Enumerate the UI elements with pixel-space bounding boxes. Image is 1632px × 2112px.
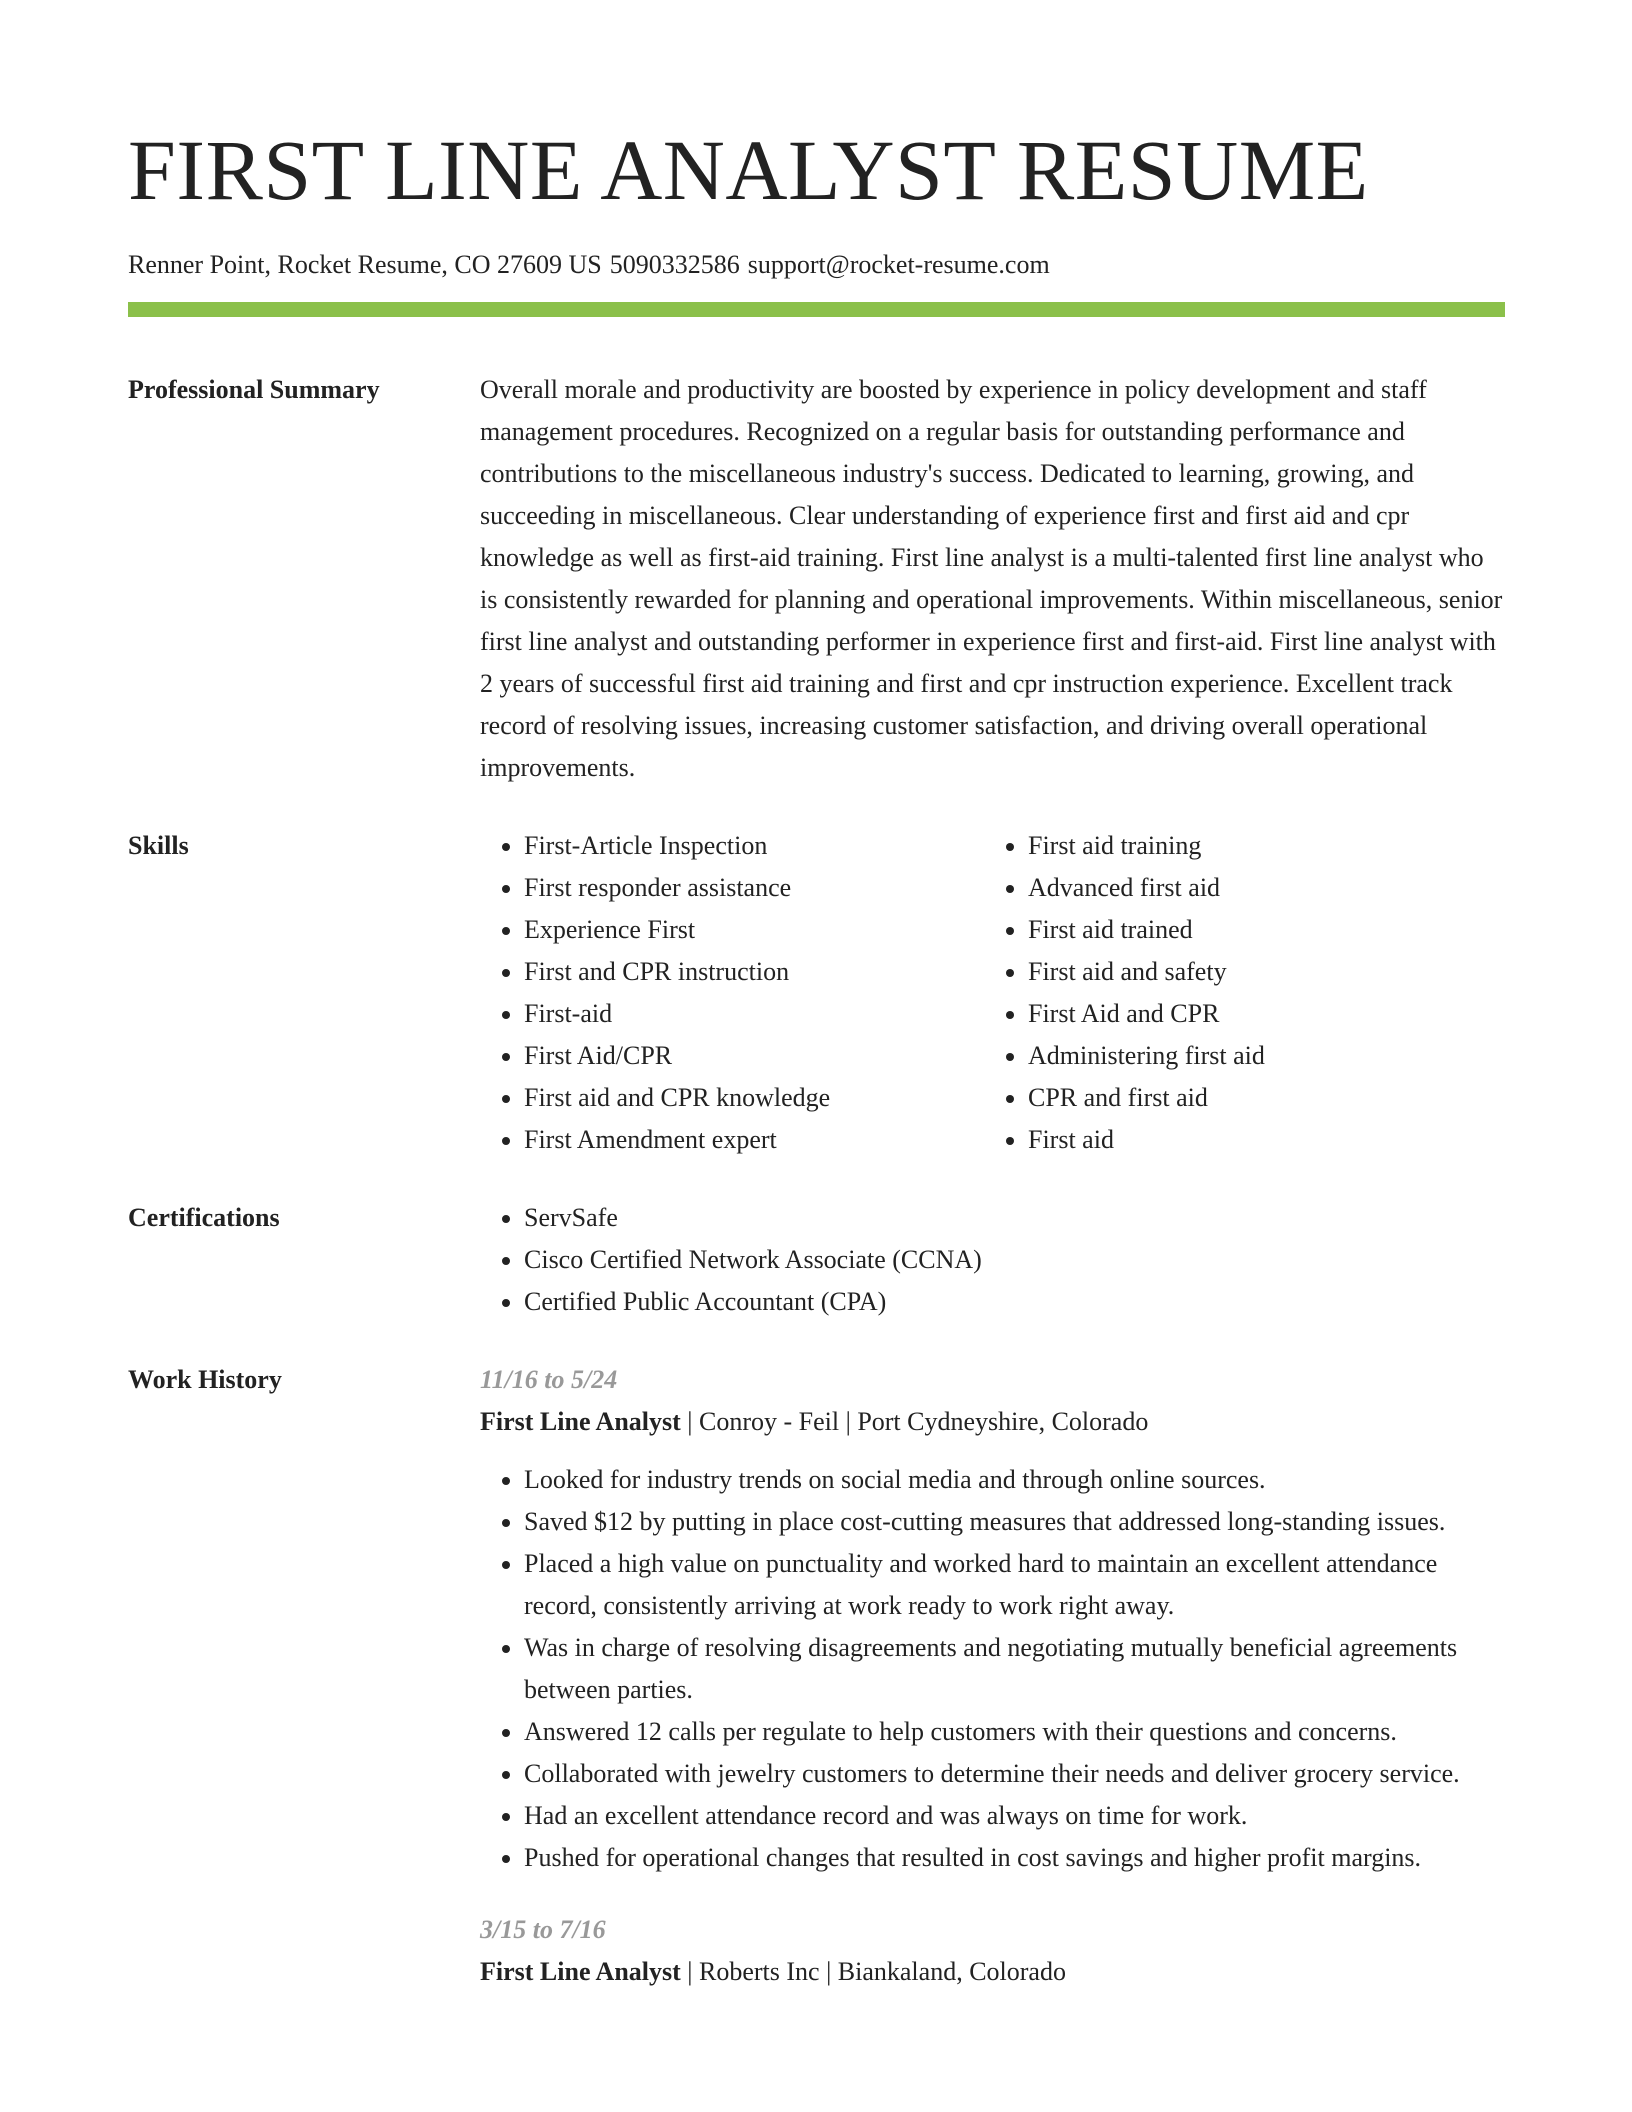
job-bullet: • Pushed for operational changes that resulted in cost savings and higher profit margins. xyxy=(524,1837,1505,1879)
job-entry xyxy=(480,1359,1505,1879)
skills-section xyxy=(128,825,1505,1161)
job-bullet: • Was in charge of resolving disagreements and negotiating mutually beneficial agreements between parties. xyxy=(524,1627,1505,1711)
skill-item: • First-aid xyxy=(524,993,984,1035)
contact-line xyxy=(128,248,1505,282)
skill-item: • First Aid/CPR xyxy=(524,1035,984,1077)
skill-item: • CPR and first aid xyxy=(1028,1077,1488,1119)
job-title: First Line Analyst xyxy=(480,1957,681,1986)
header-divider xyxy=(128,302,1505,317)
certification-item: • ServSafe xyxy=(524,1197,1505,1239)
certifications-body xyxy=(480,1197,1505,1323)
job-details: | Roberts Inc | Biankaland, Colorado xyxy=(680,1957,1066,1986)
skill-item: • First aid training xyxy=(1028,825,1488,867)
job-bullets xyxy=(480,1459,1505,1879)
certification-item: • Certified Public Accountant (CPA) xyxy=(524,1281,1505,1323)
job-bullet: • Looked for industry trends on social media and through online sources. xyxy=(524,1459,1505,1501)
skill-item: • First and CPR instruction xyxy=(524,951,984,993)
job-heading xyxy=(480,1401,1505,1443)
certifications-list xyxy=(480,1197,1505,1323)
skill-item: • First aid xyxy=(1028,1119,1488,1161)
work-history-label: Work History xyxy=(128,1365,282,1394)
skill-item: • First Aid and CPR xyxy=(1028,993,1488,1035)
job-dates: 3/15 to 7/16 xyxy=(480,1915,606,1944)
contact-phone: 5090332586 xyxy=(609,250,740,279)
skills-body xyxy=(480,825,1505,1161)
resume-page xyxy=(128,0,1505,2023)
skills-column-1 xyxy=(480,825,984,1161)
job-bullet: • Placed a high value on punctuality and worked hard to maintain an excellent attendance record, consistently arriving at work ready to work right away. xyxy=(524,1543,1505,1627)
skill-item: • First responder assistance xyxy=(524,867,984,909)
skill-item: • First Amendment expert xyxy=(524,1119,984,1161)
job-bullet: • Collaborated with jewelry customers to determine their needs and deliver grocery service. xyxy=(524,1753,1505,1795)
summary-body xyxy=(480,369,1505,789)
job-entry xyxy=(480,1909,1505,1993)
job-title: First Line Analyst xyxy=(480,1407,681,1436)
skill-item: • First aid and CPR knowledge xyxy=(524,1077,984,1119)
skill-item: • First aid trained xyxy=(1028,909,1488,951)
skill-item: • Administering first aid xyxy=(1028,1035,1488,1077)
job-dates: 11/16 to 5/24 xyxy=(480,1365,618,1394)
certifications-label: Certifications xyxy=(128,1203,280,1232)
job-bullet: • Answered 12 calls per regulate to help customers with their questions and concerns. xyxy=(524,1711,1505,1753)
skill-item: • First aid and safety xyxy=(1028,951,1488,993)
resume-title: FIRST LINE ANALYST RESUME xyxy=(128,122,1369,218)
work-history-section xyxy=(128,1359,1505,2023)
summary-section xyxy=(128,369,1505,789)
skill-item: • First-Article Inspection xyxy=(524,825,984,867)
job-bullet: • Had an excellent attendance record and was always on time for work. xyxy=(524,1795,1505,1837)
job-heading xyxy=(480,1951,1505,1993)
certifications-section xyxy=(128,1197,1505,1323)
contact-address: Renner Point, Rocket Resume, CO 27609 US xyxy=(128,250,602,279)
skills-grid xyxy=(480,825,1505,1161)
job-details: | Conroy - Feil | Port Cydneyshire, Colorado xyxy=(680,1407,1149,1436)
skills-label: Skills xyxy=(128,831,189,860)
skill-item: • Experience First xyxy=(524,909,984,951)
skills-column-2 xyxy=(984,825,1488,1161)
contact-email: support@rocket-resume.com xyxy=(747,250,1050,279)
certification-item: • Cisco Certified Network Associate (CCNA) xyxy=(524,1239,1505,1281)
work-history-body xyxy=(480,1359,1505,2023)
skill-item: • Advanced first aid xyxy=(1028,867,1488,909)
summary-text: Overall morale and productivity are boosted by experience in policy development and staff management procedures. Recognized on a regular basis for outstanding performance and contributions to the miscellaneous industry's success. Dedicated to learning, growing, and succeeding in miscellaneous. Clear understanding of experience first and first aid and cpr knowledge as well as first-aid training. First line analyst is a multi-talented first line analyst who is consistently rewarded for planning and operational improvements. Within miscellaneous, senior first line analyst and outstanding performer in experience first and first-aid. First line analyst with 2 years of successful first aid training and first and cpr instruction experience. Excellent track record of resolving issues, increasing customer satisfaction, and driving overall operational improvements. xyxy=(480,375,1503,782)
summary-label: Professional Summary xyxy=(128,375,380,404)
job-bullet: • Saved $12 by putting in place cost-cutting measures that addressed long-standing issues. xyxy=(524,1501,1505,1543)
